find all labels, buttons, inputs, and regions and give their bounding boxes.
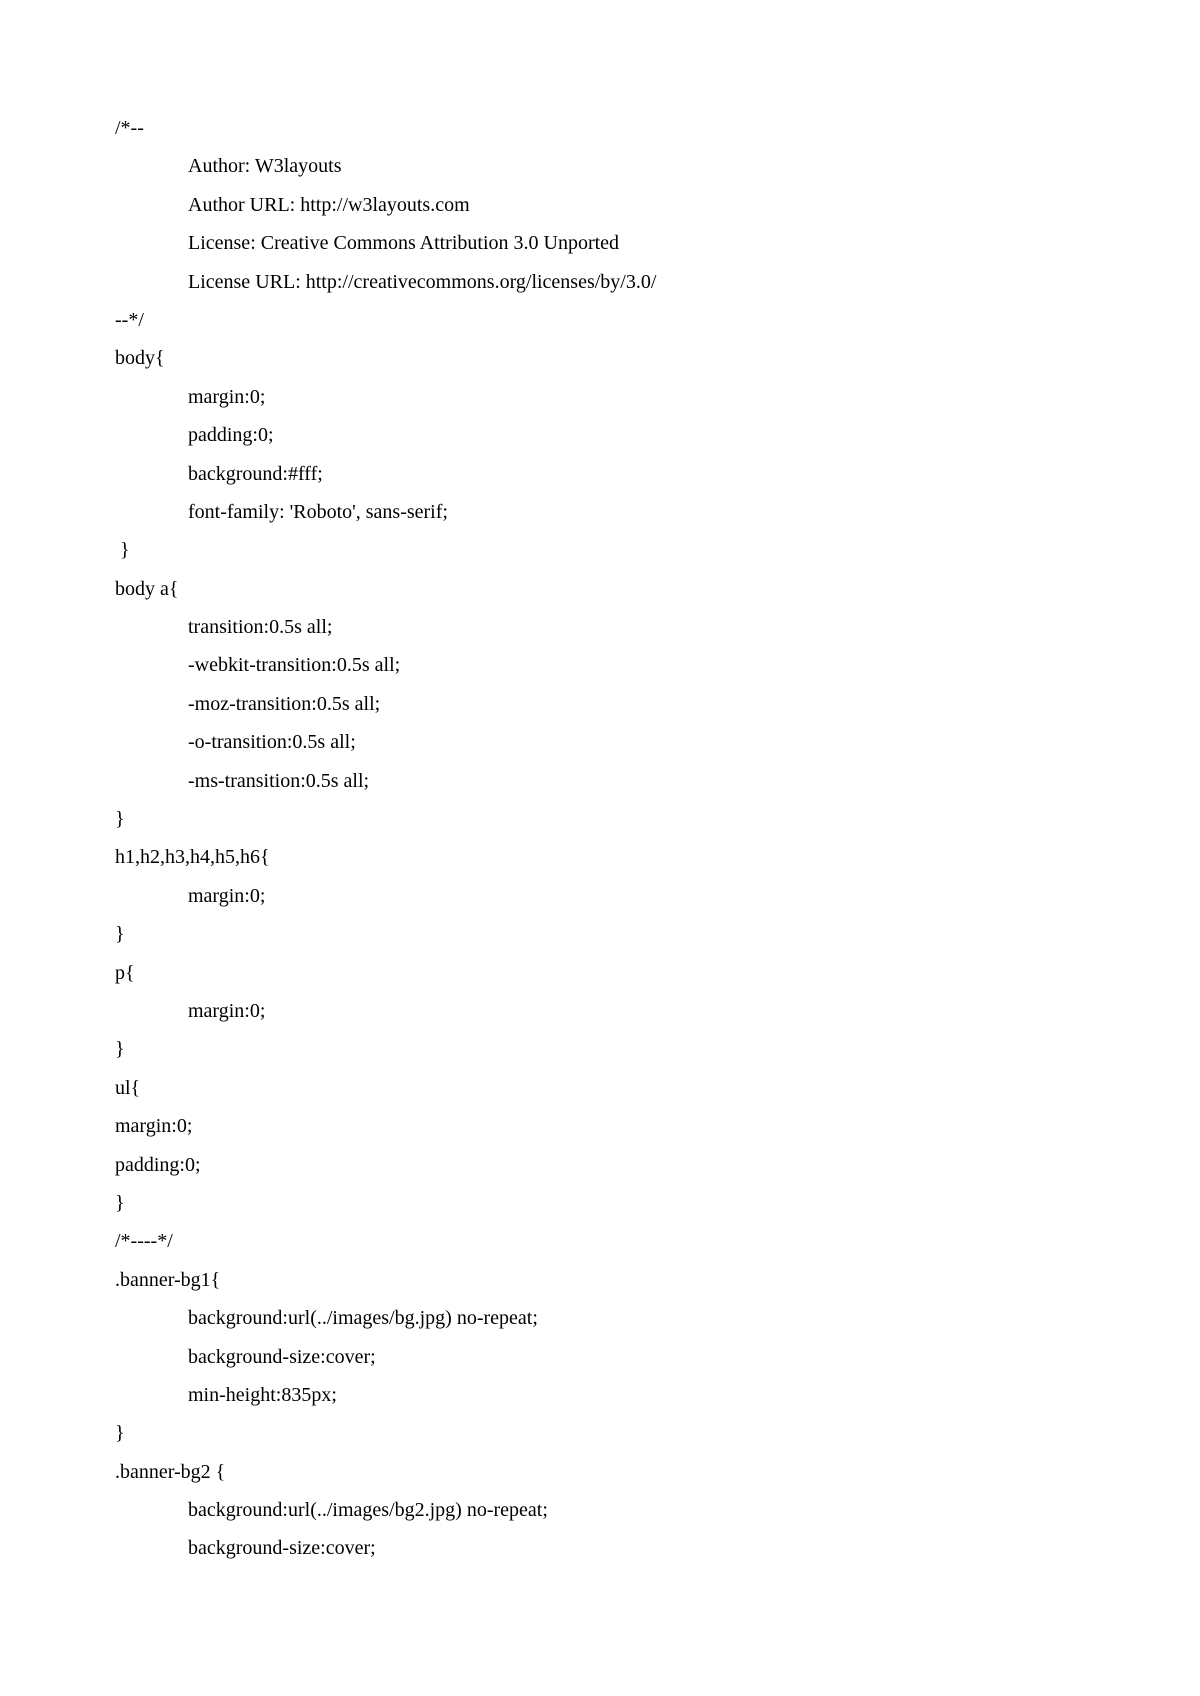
code-line: background-size:cover; <box>188 1537 376 1560</box>
code-line: Author: W3layouts <box>188 155 342 178</box>
code-line: Author URL: http://w3layouts.com <box>188 193 470 216</box>
code-line: margin:0; <box>188 385 266 408</box>
code-line: margin:0; <box>188 999 266 1022</box>
code-line: .banner-bg1{ <box>115 1268 221 1291</box>
code-line: h1,h2,h3,h4,h5,h6{ <box>115 846 270 869</box>
code-line: -o-transition:0.5s all; <box>188 731 356 754</box>
code-line: /*-- <box>115 117 144 139</box>
code-line: --*/ <box>115 308 144 331</box>
code-line: margin:0; <box>188 884 266 907</box>
code-line: ul{ <box>115 1076 141 1099</box>
code-line: transition:0.5s all; <box>188 616 333 639</box>
code-line: -ms-transition:0.5s all; <box>188 769 370 792</box>
code-line: padding:0; <box>188 424 274 447</box>
code-line: License: Creative Commons Attribution 3.0 Unported <box>188 232 620 255</box>
code-line: } <box>115 808 125 831</box>
code-line: font-family: 'Roboto', sans-serif; <box>188 500 448 523</box>
code-line: } <box>115 923 125 946</box>
code-line: background:url(../images/bg2.jpg) no-repeat; <box>188 1499 548 1522</box>
code-line: body a{ <box>115 577 179 600</box>
code-line: } <box>115 1038 125 1061</box>
code-line: padding:0; <box>115 1153 201 1176</box>
code-line: p{ <box>115 961 135 984</box>
code-line: background:#fff; <box>188 462 323 485</box>
code-line: background:url(../images/bg.jpg) no-repeat; <box>188 1307 538 1330</box>
code-line: body{ <box>115 347 165 370</box>
code-line: .banner-bg2 { <box>115 1460 226 1483</box>
code-listing <box>115 109 1115 1568</box>
code-line: -webkit-transition:0.5s all; <box>188 654 401 677</box>
code-line: License URL: http://creativecommons.org/licenses/by/3.0/ <box>188 270 657 293</box>
code-line: min-height:835px; <box>188 1383 337 1406</box>
code-line: margin:0; <box>115 1115 193 1138</box>
code-line: -moz-transition:0.5s all; <box>188 692 381 715</box>
code-line: } <box>115 1422 125 1445</box>
code-line: /*----*/ <box>115 1230 173 1253</box>
code-line: background-size:cover; <box>188 1345 376 1368</box>
code-line: } <box>115 539 130 562</box>
code-line: } <box>115 1191 125 1214</box>
